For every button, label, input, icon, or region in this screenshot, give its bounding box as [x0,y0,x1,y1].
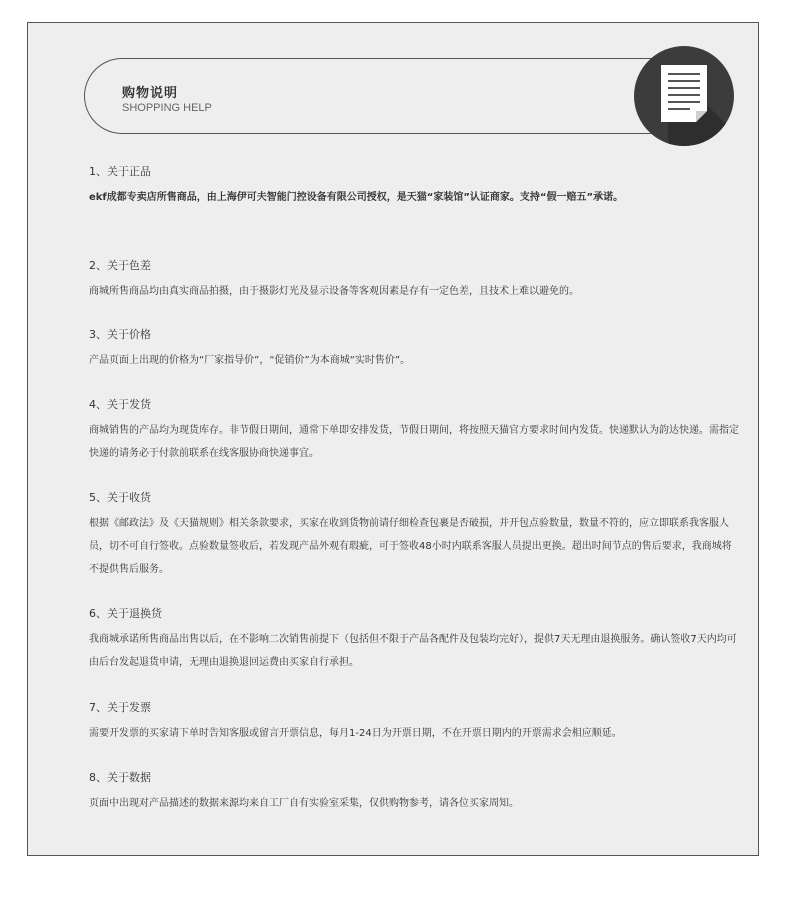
section-body: 根据《邮政法》及《天猫规则》相关条款要求，买家在收到货物前请仔细检查包裹是否破损，并开包点验数量，数量不符的，应立即联系我客服人员，切不可自行签收。点验数量签收后，若发现产品外观有瑕疵，可于签收48小时内联系客服人员提出更换。超出时间节点的售后要求，我商城将不提供售后服务。 [89,518,732,575]
section-heading: 7、关于发票 [89,701,151,714]
section-body: 产品页面上出现的价格为“厂家指导价”，“促销价”为本商城“实时售价”。 [89,355,411,366]
document-badge [634,46,734,146]
section-heading: 3、关于价格 [89,328,151,341]
section-body: ekf成都专卖店所售商品，由上海伊可夫智能门控设备有限公司授权，是天猫“家装馆”认证商家。支持“假一赔五”承诺。 [89,192,624,203]
section-body: 商城所售商品均由真实商品拍摄，由于摄影灯光及显示设备等客观因素是存有一定色差，且技术上难以避免的。 [89,286,579,297]
section-authenticity [89,165,739,209]
section-heading: 2、关于色差 [89,259,151,272]
section-data [89,771,739,815]
section-heading: 5、关于收货 [89,491,151,504]
section-body: 页面中出现对产品描述的数据来源均来自工厂自有实验室采集，仅供购物参考，请各位买家周知。 [89,798,519,809]
shopping-help-panel [27,22,759,856]
section-heading: 1、关于正品 [89,165,151,178]
header-subtitle: SHOPPING HELP [122,102,212,114]
section-shipping [89,398,739,465]
section-invoice [89,701,739,745]
document-icon [634,46,734,146]
section-heading: 4、关于发货 [89,398,151,411]
section-receiving [89,491,739,581]
section-price [89,328,739,372]
section-body: 需要开发票的买家请下单时告知客服或留言开票信息，每月1-24日为开票日期，不在开票日期内的开票需求会相应顺延。 [89,728,622,739]
section-heading: 6、关于退换货 [89,607,162,620]
section-body: 商城销售的产品均为现货库存。非节假日期间，通常下单即安排发货，节假日期间，将按照天猫官方要求时间内发货。快递默认为韵达快递。需指定快递的请务必于付款前联系在线客服协商快递事宜。 [89,425,739,459]
section-heading: 8、关于数据 [89,771,151,784]
section-returns [89,607,739,674]
section-color-difference [89,259,739,303]
section-body: 我商城承诺所售商品出售以后，在不影响二次销售前提下（包括但不限于产品各配件及包装均完好），提供7天无理由退换服务。确认签收7天内均可由后台发起退货申请，无理由退换退回运费由买家自行承担。 [89,634,737,668]
header-title: 购物说明 [122,86,179,101]
